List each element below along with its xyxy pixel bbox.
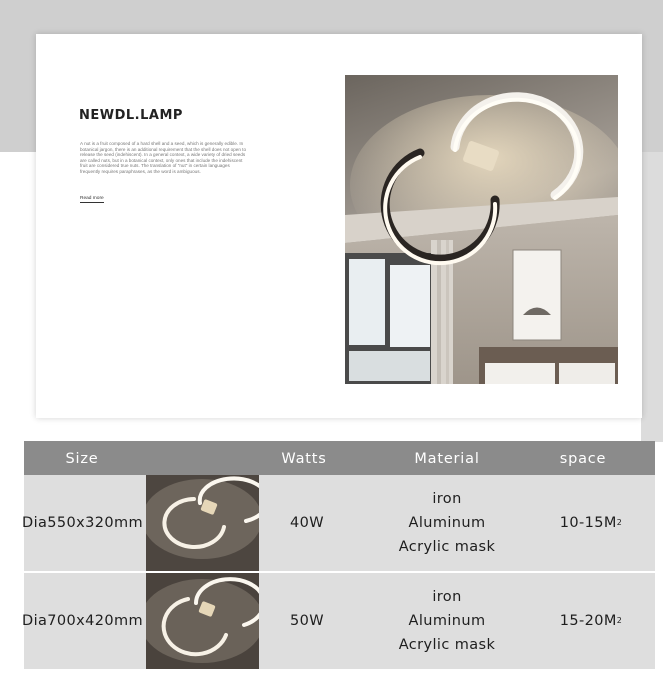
material-iron: iron [432,491,462,507]
size-cell: Dia700x420mm [22,613,144,629]
lamp-thumbnail [146,475,259,571]
header-material: Material [414,451,480,467]
brand-title: NEWDL.LAMP [79,108,183,123]
space-cell: 10-15M 2 [559,515,623,531]
table-row [24,573,655,669]
intro-paragraph: A nut is a fruit composed of a hard shell and a seed, which is generally edible. In botanical jargon, there is an additional requirement that the shell does not open to release the seed (indehiscent). In a general context, a wide variety of dried seeds are called nuts, but in a botanical context, only ones that include the indehiscent fruit are considered true nuts. The translation of "nut" in certain languages frequently requires paraphrases, as the word is ambiguous. [80,141,246,174]
material-acrylic-mask: Acrylic mask [398,539,496,555]
spec-table [24,441,655,669]
table-row [24,475,655,571]
material-aluminum: Aluminum [408,515,486,531]
header-space: space [559,451,607,467]
watts-cell: 50W [290,613,324,629]
header-watts: Watts [281,451,327,467]
lamp-thumbnail [146,573,259,669]
material-aluminum: Aluminum [408,613,486,629]
space-value: 15-20M [559,613,617,629]
hero-room-photo [345,75,618,384]
space-cell: 15-20M 2 [559,613,623,629]
space-value: 10-15M [559,515,617,531]
header-size: Size [65,451,99,467]
read-more-link[interactable]: Read more [80,196,104,201]
watts-cell: 40W [290,515,324,531]
material-cell [384,475,510,571]
material-acrylic-mask: Acrylic mask [398,637,496,653]
size-cell: Dia550x320mm [22,515,144,531]
table-header [24,441,655,475]
material-cell [384,573,510,669]
side-background-band [641,152,663,442]
material-iron: iron [432,589,462,605]
